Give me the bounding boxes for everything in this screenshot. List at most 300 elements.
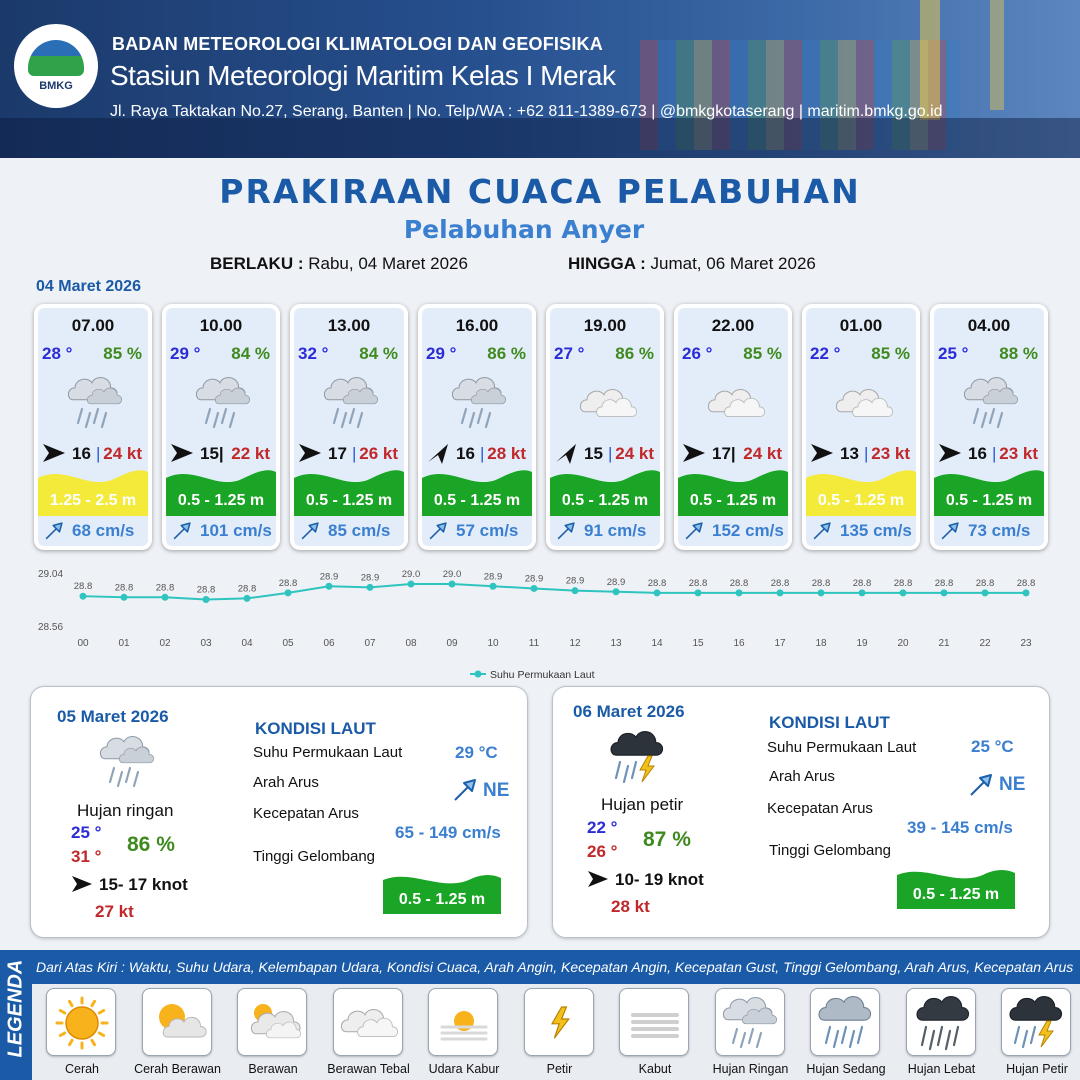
forecast-card <box>290 304 408 550</box>
humidity: 85 % <box>871 344 910 363</box>
current-direction-icon <box>170 520 194 542</box>
valid-from-value: Rabu, 04 Maret 2026 <box>308 254 468 273</box>
data-label: 28.8 <box>155 582 175 594</box>
data-label: 28.8 <box>278 577 298 589</box>
day2-sea-header: KONDISI LAUT <box>255 719 376 738</box>
legend-item <box>229 988 317 1080</box>
day2-min-temp: 25 ° <box>71 823 102 842</box>
wind-row <box>806 442 916 464</box>
wind-direction-icon <box>682 442 706 464</box>
hujan-lebat-icon <box>907 989 977 1057</box>
forecast-time: 10.00 <box>199 316 243 335</box>
gust-speed: 26 kt <box>359 444 398 463</box>
day3-current-dir-value: NE <box>999 774 1026 795</box>
x-tick-label: 05 <box>282 638 294 649</box>
day3-current-speed-label: Kecepatan Arus <box>767 800 873 817</box>
day2-max-temp: 31 ° <box>71 847 102 866</box>
hourly-forecast-cards <box>34 304 1050 550</box>
day3-wave-value: 0.5 - 1.25 m <box>912 886 1000 903</box>
wave-height: 0.5 - 1.25 m <box>433 492 521 509</box>
day3-date: 06 Maret 2026 <box>573 702 685 721</box>
wind-direction-icon <box>170 442 194 464</box>
x-tick-label: 10 <box>487 638 499 649</box>
forecast-time: 04.00 <box>967 316 1011 335</box>
forecast-time: 19.00 <box>583 316 627 335</box>
current-speed: 135 cm/s <box>840 521 912 540</box>
day3-panel <box>552 686 1050 938</box>
forecast-card-body <box>294 308 404 546</box>
data-point <box>1023 589 1030 596</box>
day3-sst-label: Suhu Permukaan Laut <box>767 739 917 756</box>
x-tick-label: 04 <box>241 638 253 649</box>
data-point <box>367 584 374 591</box>
berawan-tebal-icon <box>334 989 404 1057</box>
data-point <box>736 589 743 596</box>
wind-speed: 15| <box>200 444 224 463</box>
legend-label: Cerah Berawan <box>134 1062 221 1076</box>
data-label: 29.0 <box>401 569 421 581</box>
data-point <box>818 589 825 596</box>
light-rain-icon <box>93 727 163 797</box>
day2-wave-label: Tinggi Gelombang <box>253 848 376 865</box>
hujan-ringan-icon <box>64 370 128 436</box>
data-label: 28.8 <box>237 583 257 595</box>
station-contact: Jl. Raya Taktakan No.27, Serang, Banten | No. Telp/WA : +62 811-1389-673 | @bmkgkotaserang | maritim.bmkg.go.id <box>110 103 943 120</box>
current-direction-icon <box>298 520 322 542</box>
wave-height: 0.5 - 1.25 m <box>689 492 777 509</box>
legend-icon-box <box>619 988 689 1056</box>
berawan-icon <box>238 989 308 1057</box>
legend-label: Berawan Tebal <box>327 1062 410 1076</box>
legend-label: Cerah <box>64 1062 100 1076</box>
x-tick-label: 23 <box>1020 638 1032 649</box>
current-row <box>422 518 532 544</box>
day2-gust: 27 kt <box>95 902 134 921</box>
current-speed: 101 cm/s <box>200 521 272 540</box>
legend <box>0 950 1080 1080</box>
bmkg-logo <box>14 24 98 108</box>
data-point <box>203 596 210 603</box>
data-label: 28.8 <box>1016 577 1036 589</box>
x-tick-label: 22 <box>979 638 991 649</box>
day2-condition: Hujan ringan <box>77 801 174 820</box>
data-label: 28.9 <box>483 571 503 583</box>
x-tick-label: 00 <box>77 638 89 649</box>
day3-condition: Hujan petir <box>601 795 684 814</box>
data-label: 28.8 <box>647 577 667 589</box>
legend-item <box>325 988 413 1080</box>
day3-sea-header: KONDISI LAUT <box>769 713 890 732</box>
current-row <box>550 518 660 544</box>
air-temperature: 29 ° <box>170 344 201 363</box>
bmkg-logo-text: BMKG <box>39 80 73 92</box>
hujan-ringan-icon <box>448 370 512 436</box>
x-tick-label: 14 <box>651 638 663 649</box>
forecast-card-body <box>550 308 660 546</box>
wave-height: 0.5 - 1.25 m <box>945 492 1033 509</box>
forecast-time: 16.00 <box>455 316 499 335</box>
station-name: Stasiun Meteorologi Maritim Kelas I Merak <box>110 60 616 91</box>
data-label: 28.8 <box>73 581 93 593</box>
legend-item <box>420 988 508 1080</box>
sst-line <box>83 584 1026 599</box>
valid-to-value: Jumat, 06 Maret 2026 <box>650 254 816 273</box>
agency-name: BADAN METEOROLOGI KLIMATOLOGI DAN GEOFISIKA <box>112 34 603 54</box>
gust-speed: 28 kt <box>487 444 526 463</box>
wind-speed: 16 <box>72 444 91 463</box>
forecast-card <box>930 304 1048 550</box>
x-tick-label: 06 <box>323 638 335 649</box>
hujan-ringan-icon <box>960 370 1024 436</box>
x-tick-label: 07 <box>364 638 376 649</box>
humidity: 85 % <box>743 344 782 363</box>
x-tick-label: 09 <box>446 638 458 649</box>
current-row <box>806 518 916 544</box>
day2-sst-value: 29 °C <box>455 743 498 762</box>
data-point <box>777 589 784 596</box>
forecast-time: 13.00 <box>327 316 371 335</box>
data-label: 28.8 <box>975 577 995 589</box>
wind-row <box>934 442 1044 464</box>
legend-icon-box <box>333 988 403 1056</box>
gust-speed: 23 kt <box>999 444 1038 463</box>
hujan-ringan-icon <box>192 370 256 436</box>
wind-arrow-icon <box>587 870 609 888</box>
data-point <box>941 589 948 596</box>
data-label: 28.8 <box>934 577 954 589</box>
air-temperature: 29 ° <box>426 344 457 363</box>
forecast-card-body <box>934 308 1044 546</box>
sea-surface-temperature-chart <box>0 560 1080 690</box>
data-label: 28.8 <box>852 577 872 589</box>
current-row <box>934 518 1044 544</box>
humidity: 84 % <box>231 344 270 363</box>
humidity: 86 % <box>487 344 526 363</box>
wave-height: 0.5 - 1.25 m <box>177 492 265 509</box>
gust-speed: 22 kt <box>231 444 270 463</box>
cerah-berawan-icon <box>143 989 213 1057</box>
wind-row <box>38 442 148 464</box>
day2-humidity: 86 % <box>127 833 175 856</box>
day2-panel <box>30 686 528 938</box>
wind-direction-icon <box>554 442 578 464</box>
forecast-card <box>674 304 792 550</box>
legend-label: Hujan Sedang <box>806 1062 886 1076</box>
current-direction-icon <box>426 520 450 542</box>
forecast-card-body <box>166 308 276 546</box>
forecast-card-body <box>806 308 916 546</box>
gust-speed: 24 kt <box>103 444 142 463</box>
day3-current-speed-value: 39 - 145 cm/s <box>907 818 1013 837</box>
day3-max-temp: 26 ° <box>587 842 618 861</box>
wave-height: 0.5 - 1.25 m <box>817 492 905 509</box>
current-direction-icon <box>810 520 834 542</box>
data-point <box>695 589 702 596</box>
data-point <box>654 589 661 596</box>
hujan-petir-icon <box>1002 989 1072 1057</box>
legend-label: Hujan Ringan <box>712 1062 789 1076</box>
wind-direction-icon <box>298 442 322 464</box>
data-label: 28.8 <box>114 582 134 594</box>
x-tick-label: 18 <box>815 638 827 649</box>
wind-speed: 13 <box>840 444 859 463</box>
x-tick-label: 17 <box>774 638 786 649</box>
wind-speed: 16 <box>456 444 475 463</box>
day3-min-temp: 22 ° <box>587 818 618 837</box>
legend-side-bar <box>0 950 32 1080</box>
current-speed: 73 cm/s <box>968 521 1031 540</box>
wind-row <box>422 442 532 464</box>
legend-description: Dari Atas Kiri : Waktu, Suhu Udara, Kelembapan Udara, Kondisi Cuaca, Arah Angin, Kecepatan Angin, Kecepatan Gust, Tinggi Gelombang, Arah Arus, Kecepatan Arus <box>36 959 1074 975</box>
gust-speed: 24 kt <box>615 444 654 463</box>
x-tick-label: 02 <box>159 638 171 649</box>
data-point <box>859 589 866 596</box>
current-arrow-icon <box>967 771 995 799</box>
gust-speed: 24 kt <box>743 444 782 463</box>
wind-separator: | <box>96 444 101 463</box>
day2-wave-value: 0.5 - 1.25 m <box>398 891 486 908</box>
current-direction-icon <box>682 520 706 542</box>
day3-gust: 28 kt <box>611 897 650 916</box>
wind-arrow-icon <box>71 875 93 893</box>
current-direction-icon <box>938 520 962 542</box>
chart-legend-label: Suhu Permukaan Laut <box>490 669 595 681</box>
x-tick-label: 21 <box>938 638 950 649</box>
current-speed: 68 cm/s <box>72 521 135 540</box>
wind-speed: 17 <box>328 444 347 463</box>
x-tick-label: 15 <box>692 638 704 649</box>
wind-direction-icon <box>426 442 450 464</box>
legend-icon-box <box>906 988 976 1056</box>
wind-separator: | <box>992 444 997 463</box>
data-label: 28.8 <box>688 577 708 589</box>
wind-row <box>166 442 276 464</box>
y-tick-label: 28.56 <box>38 622 64 633</box>
data-point <box>326 583 333 590</box>
udara-kabur-icon <box>429 989 499 1057</box>
data-point <box>613 588 620 595</box>
valid-from-label: BERLAKU : <box>210 254 304 273</box>
day3-sst-value: 25 °C <box>971 737 1014 756</box>
air-temperature: 25 ° <box>938 344 969 363</box>
x-tick-label: 16 <box>733 638 745 649</box>
day2-current-speed-value: 65 - 149 cm/s <box>395 823 501 842</box>
kabut-icon <box>620 989 690 1057</box>
air-temperature: 22 ° <box>810 344 841 363</box>
legend-icon-box <box>237 988 307 1056</box>
data-point <box>449 581 456 588</box>
wind-direction-icon <box>810 442 834 464</box>
forecast-card <box>34 304 152 550</box>
x-tick-label: 01 <box>118 638 130 649</box>
legend-label: Kabut <box>638 1062 672 1076</box>
x-tick-label: 19 <box>856 638 868 649</box>
wind-direction-icon <box>938 442 962 464</box>
data-label: 28.9 <box>524 573 544 585</box>
day3-humidity: 87 % <box>643 828 691 851</box>
hujan-ringan-icon <box>716 989 786 1057</box>
wind-separator: | <box>608 444 613 463</box>
legend-label: Udara Kabur <box>428 1062 500 1076</box>
cerah-icon <box>47 989 117 1057</box>
forecast-card-body <box>422 308 532 546</box>
legend-icon-box <box>142 988 212 1056</box>
current-row <box>166 518 276 544</box>
day3-current-dir-label: Arah Arus <box>769 768 835 785</box>
hujan-sedang-icon <box>811 989 881 1057</box>
current-direction-icon <box>42 520 66 542</box>
data-point <box>982 589 989 596</box>
page-title: PRAKIRAAN CUACA PELABUHAN <box>219 172 861 211</box>
forecast-card-body <box>678 308 788 546</box>
legend-title: LEGENDA <box>4 959 27 1058</box>
forecast-time: 07.00 <box>71 316 115 335</box>
wind-separator: | <box>864 444 869 463</box>
petir-icon <box>525 989 595 1057</box>
current-speed: 91 cm/s <box>584 521 647 540</box>
legend-icon-box <box>428 988 498 1056</box>
y-tick-label: 29.04 <box>38 569 64 580</box>
berawan-tebal-icon <box>576 370 640 436</box>
legend-label: Berawan <box>248 1062 298 1076</box>
data-label: 28.8 <box>893 577 913 589</box>
day3-wind-speed: 10- 19 knot <box>615 870 704 889</box>
data-point <box>490 583 497 590</box>
berawan-tebal-icon <box>832 370 896 436</box>
air-temperature: 28 ° <box>42 344 73 363</box>
data-label: 28.9 <box>360 572 380 584</box>
berawan-tebal-icon <box>704 370 768 436</box>
current-arrow-icon <box>451 776 479 804</box>
forecast-card-body <box>38 308 148 546</box>
thunderstorm-icon <box>599 723 677 793</box>
forecast-card <box>418 304 536 550</box>
bmkg-logo-mark <box>28 40 84 76</box>
current-row <box>678 518 788 544</box>
x-tick-label: 12 <box>569 638 581 649</box>
data-point <box>285 589 292 596</box>
x-tick-label: 11 <box>528 638 540 649</box>
x-tick-label: 13 <box>610 638 622 649</box>
wind-speed: 17| <box>712 444 736 463</box>
data-label: 28.8 <box>729 577 749 589</box>
air-temperature: 26 ° <box>682 344 713 363</box>
data-label: 28.9 <box>319 571 339 583</box>
data-point <box>900 589 907 596</box>
data-label: 28.8 <box>811 577 831 589</box>
wave-height: 1.25 - 2.5 m <box>49 492 137 509</box>
day2-current-dir-value: NE <box>483 780 510 801</box>
legend-label: Petir <box>546 1062 573 1076</box>
day2-date: 05 Maret 2026 <box>57 707 169 726</box>
current-speed: 152 cm/s <box>712 521 784 540</box>
legend-item <box>611 988 699 1080</box>
day2-current-speed-label: Kecepatan Arus <box>253 805 359 822</box>
valid-to <box>568 254 816 274</box>
crane-graphic <box>920 0 940 120</box>
legend-item <box>993 988 1080 1080</box>
legend-icon-box <box>810 988 880 1056</box>
day2-wind-speed: 15- 17 knot <box>99 875 188 894</box>
day2-current-dir-label: Arah Arus <box>253 774 319 791</box>
current-speed: 85 cm/s <box>328 521 391 540</box>
data-label: 28.8 <box>196 584 216 596</box>
day1-date: 04 Maret 2026 <box>36 278 141 295</box>
forecast-card <box>162 304 280 550</box>
chart-legend-marker <box>475 671 482 678</box>
legend-label: Hujan Petir <box>1006 1062 1068 1076</box>
current-speed: 57 cm/s <box>456 521 519 540</box>
data-point <box>408 581 415 588</box>
forecast-card <box>546 304 664 550</box>
legend-item <box>707 988 795 1080</box>
data-label: 28.9 <box>606 576 626 588</box>
port-name: Pelabuhan Anyer <box>403 215 645 244</box>
wave-height: 0.5 - 1.25 m <box>305 492 393 509</box>
humidity: 84 % <box>359 344 398 363</box>
data-point <box>80 593 87 600</box>
legend-item <box>802 988 890 1080</box>
legend-item <box>134 988 222 1080</box>
valid-to-label: HINGGA : <box>568 254 646 273</box>
data-point <box>572 587 579 594</box>
humidity: 88 % <box>999 344 1038 363</box>
data-point <box>244 595 251 602</box>
legend-icon-box <box>1001 988 1071 1056</box>
gust-speed: 23 kt <box>871 444 910 463</box>
forecast-time: 01.00 <box>839 316 883 335</box>
x-tick-label: 08 <box>405 638 417 649</box>
legend-icon-box <box>715 988 785 1056</box>
data-point <box>121 594 128 601</box>
data-label: 28.9 <box>565 575 585 587</box>
wind-separator: | <box>352 444 357 463</box>
wind-direction-icon <box>42 442 66 464</box>
valid-from <box>210 254 468 274</box>
current-row <box>294 518 404 544</box>
legend-icon-box <box>46 988 116 1056</box>
air-temperature: 27 ° <box>554 344 585 363</box>
wind-row <box>550 442 660 464</box>
crane-graphic <box>990 0 1004 110</box>
data-point <box>531 585 538 592</box>
data-label: 29.0 <box>442 569 462 581</box>
legend-label: Hujan Lebat <box>907 1062 976 1076</box>
terminal-graphic <box>0 118 1080 158</box>
data-point <box>162 594 169 601</box>
humidity: 85 % <box>103 344 142 363</box>
wave-height: 0.5 - 1.25 m <box>561 492 649 509</box>
legend-item <box>898 988 986 1080</box>
current-direction-icon <box>554 520 578 542</box>
day2-sst-label: Suhu Permukaan Laut <box>253 744 403 761</box>
header-banner <box>0 0 1080 158</box>
humidity: 86 % <box>615 344 654 363</box>
air-temperature: 32 ° <box>298 344 329 363</box>
wind-separator: | <box>480 444 485 463</box>
wind-row <box>294 442 404 464</box>
x-tick-label: 03 <box>200 638 212 649</box>
day3-wave-label: Tinggi Gelombang <box>769 842 892 859</box>
wind-speed: 15 <box>584 444 603 463</box>
wind-speed: 16 <box>968 444 987 463</box>
forecast-card <box>802 304 920 550</box>
legend-icon-box <box>524 988 594 1056</box>
wind-row <box>678 442 788 464</box>
x-tick-label: 20 <box>897 638 909 649</box>
legend-item <box>38 988 126 1080</box>
current-row <box>38 518 148 544</box>
